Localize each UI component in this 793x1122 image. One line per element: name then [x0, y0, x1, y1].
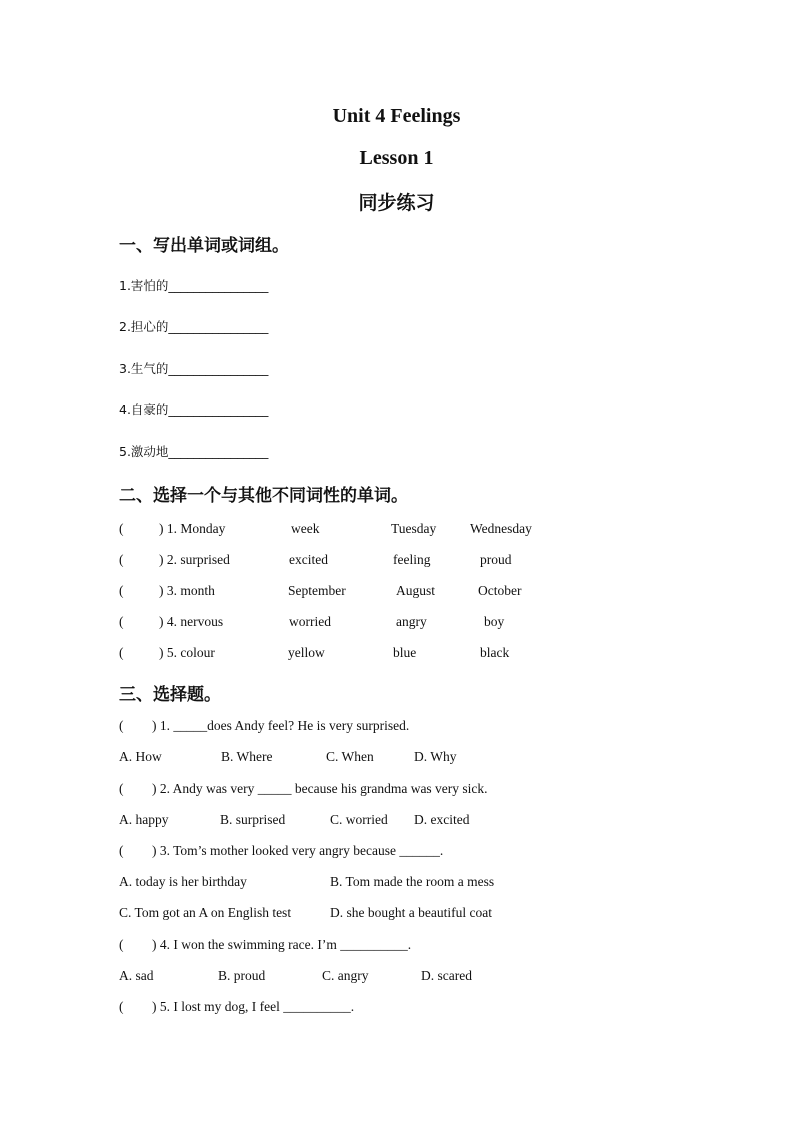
option-d: D. she bought a beautiful coat [330, 905, 492, 920]
option-b: B. Where [221, 749, 273, 764]
choice-word: August [396, 583, 436, 598]
fill-item-3: 3.生气的________________ [119, 361, 269, 376]
page-subtitle: 同步练习 [358, 192, 435, 214]
lesson-title: Lesson 1 [359, 147, 434, 169]
choice-word: proud [480, 552, 512, 567]
option-c: C. Tom got an A on English test [119, 905, 292, 920]
option-d: D. excited [414, 812, 470, 827]
choice-word: Wednesday [470, 521, 532, 536]
option-a: A. happy [119, 812, 169, 827]
answer-paren: ( [119, 781, 124, 796]
option-a: A. sad [119, 968, 154, 983]
question-text: ) 2. Andy was very _____ because his grandma was very sick. [152, 781, 488, 796]
option-c: C. angry [322, 968, 369, 983]
question-stem: ) 2. surprised [159, 552, 230, 567]
choice-word: Tuesday [391, 521, 437, 536]
answer-paren: ( [119, 614, 124, 629]
answer-paren: ( [119, 937, 124, 952]
question-stem: ) 5. colour [159, 645, 215, 660]
question-text: ) 4. I won the swimming race. I’m __________. [152, 937, 412, 952]
fill-item-1: 1.害怕的________________ [119, 278, 269, 293]
answer-paren: ( [119, 718, 124, 733]
choice-word: worried [289, 614, 331, 629]
choice-word: angry [396, 614, 427, 629]
answer-paren: ( [119, 645, 124, 660]
option-b: B. Tom made the room a mess [330, 874, 495, 889]
question-stem: ) 3. month [159, 583, 215, 598]
section-3-heading: 三、选择题。 [119, 685, 221, 705]
choice-word: week [291, 521, 320, 536]
choice-word: black [480, 645, 510, 660]
answer-paren: ( [119, 583, 124, 598]
option-a: A. How [119, 749, 162, 764]
answer-paren: ( [119, 843, 124, 858]
section-2-heading: 二、选择一个与其他不同词性的单词。 [119, 486, 408, 506]
question-text: ) 3. Tom’s mother looked very angry because ______. [152, 843, 444, 858]
answer-paren: ( [119, 521, 124, 536]
option-b: B. proud [218, 968, 266, 983]
option-d: D. scared [421, 968, 472, 983]
question-stem: ) 4. nervous [159, 614, 224, 629]
choice-word: boy [484, 614, 505, 629]
question-stem: ) 1. Monday [159, 521, 226, 536]
choice-word: feeling [393, 552, 431, 567]
question-text: ) 5. I lost my dog, I feel __________. [152, 999, 355, 1014]
option-b: B. surprised [220, 812, 286, 827]
unit-title: Unit 4 Feelings [332, 105, 461, 127]
option-a: A. today is her birthday [119, 874, 247, 889]
fill-item-4: 4.自豪的________________ [119, 402, 269, 417]
option-c: C. worried [330, 812, 388, 827]
answer-paren: ( [119, 999, 124, 1014]
question-text: ) 1. _____does Andy feel? He is very surprised. [152, 718, 410, 733]
choice-word: October [478, 583, 522, 598]
choice-word: September [288, 583, 346, 598]
fill-item-5: 5.激动地________________ [119, 444, 269, 459]
option-d: D. Why [414, 749, 457, 764]
choice-word: yellow [288, 645, 325, 660]
answer-paren: ( [119, 552, 124, 567]
option-c: C. When [326, 749, 374, 764]
choice-word: excited [289, 552, 328, 567]
section-1-heading: 一、写出单词或词组。 [119, 236, 289, 256]
fill-item-2: 2.担心的________________ [119, 319, 269, 334]
choice-word: blue [393, 645, 417, 660]
